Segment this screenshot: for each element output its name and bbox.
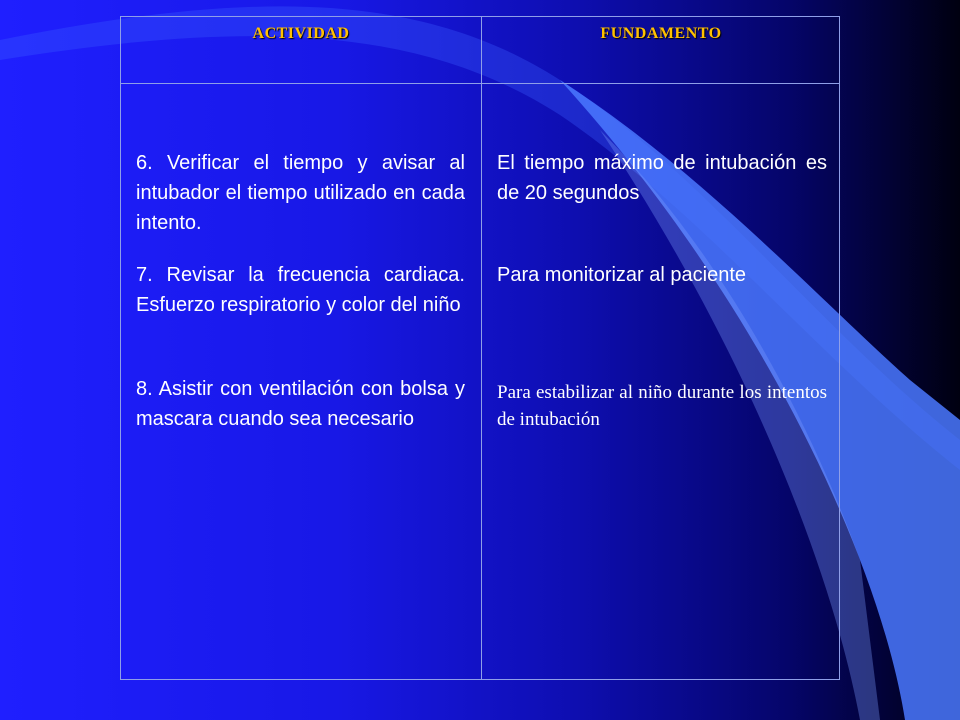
activity-row-8: 8. Asistir con ventilación con bolsa y mascara cuando sea necesario: [136, 378, 465, 430]
rationale-row-6: El tiempo máximo de intubación es de 20 segundos: [497, 152, 827, 204]
header-activity: ACTIVIDAD: [252, 25, 350, 42]
activity-rationale-table: [120, 16, 840, 680]
rationale-row-7: Para monitorizar al paciente: [497, 264, 747, 286]
column-divider: [481, 17, 482, 679]
activity-row-7: 7. Revisar la frecuencia cardiaca. Esfuerzo respiratorio y color del niño: [136, 264, 465, 316]
activity-row-6: 6. Verificar el tiempo y avisar al intubador el tiempo utilizado en cada intento.: [136, 152, 465, 234]
header-row-divider: [121, 83, 839, 84]
header-rationale: FUNDAMENTO: [600, 25, 722, 42]
rationale-row-8: Para estabilizar al niño durante los intentos de intubación: [497, 382, 827, 430]
